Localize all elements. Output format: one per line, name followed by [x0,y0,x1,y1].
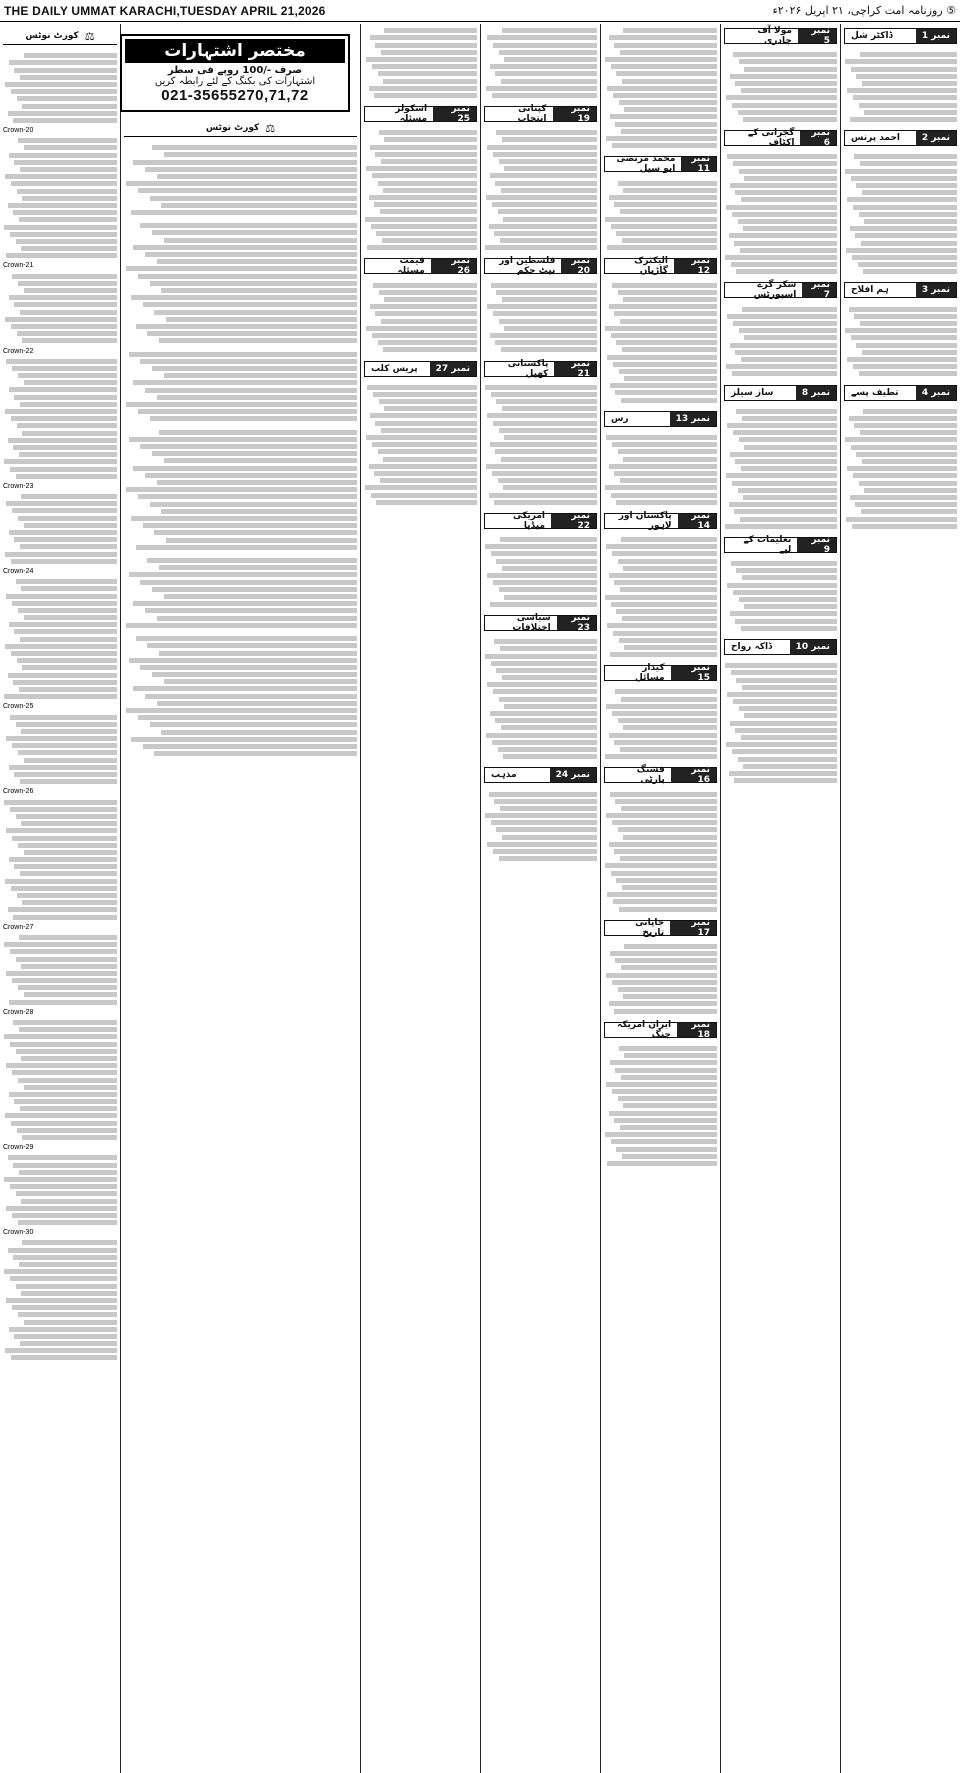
section-heading [484,612,597,633]
section-number: نمبر 12 [674,259,716,273]
article-text [481,533,600,611]
article-text [601,24,720,152]
court-notice-text [0,575,120,703]
section-number: نمبر 20 [561,259,596,273]
section-heading [604,411,717,427]
section-heading [724,128,837,149]
section-title: گجرانی کے اکٹاف [747,128,795,149]
crown-code: Crown-23 [3,482,34,490]
court-notice-heading: ⚖ کورٹ نوٹس [3,28,117,45]
section-title: تطیف پسے [851,387,899,398]
section-heading [604,510,717,531]
section-heading [364,104,477,125]
section-number: نمبر 8 [796,386,836,400]
classified-ads-title: مختصر اشتہارات [125,39,345,63]
section-heading [364,256,477,277]
crown-code: Crown-22 [3,347,34,355]
notice-text [121,347,360,425]
section-heading [484,767,597,783]
classified-ads-phone: 021-35655270,71,72 [161,87,309,104]
article-text [481,787,600,865]
section-heading [724,534,837,555]
section-heading [604,663,717,684]
section-title: فشنگ پارٹی [636,765,665,786]
crown-code: Crown-24 [3,567,34,575]
article-text [481,126,600,254]
crown-code: Crown-29 [3,1144,34,1152]
classified-ads-rate: صرف -/100 روپے فی سطر [167,65,303,76]
article-text [601,431,720,509]
court-notice-text [0,49,120,127]
section-number: نمبر 17 [670,921,716,935]
section-number: نمبر 26 [431,259,476,273]
section-number: نمبر 5 [798,29,836,43]
article-text [601,176,720,254]
notice-text [121,554,360,632]
section-title: شکر گرے اسپورٹس [753,280,797,301]
section-number: نمبر 3 [916,283,956,297]
section-title: مولا آف جادری [757,26,792,46]
article-text [841,150,960,278]
masthead-english-title: THE DAILY UMMAT KARACHI,TUESDAY APRIL 21,2026 [4,4,326,18]
tenders-column-a [360,24,480,1773]
section-title: پریس کلب [371,363,418,374]
article-text [721,659,840,787]
article-text [721,557,840,635]
section-number: نمبر 18 [677,1023,716,1037]
court-notice-text [0,355,120,483]
section-title: پاکستان اور لاہور [618,510,672,531]
section-title: محمد مرتضی ابو سیل [616,154,676,175]
crown-code: Crown-25 [3,703,34,711]
section-heading [484,256,597,277]
crown-code: Crown-30 [3,1229,34,1237]
section-title: ایران امریکہ جنگ [616,1019,672,1040]
section-number: نمبر 24 [550,768,596,782]
section-number: نمبر 2 [916,131,956,145]
section-heading [724,28,837,44]
section-title: احمد پرنس [851,133,901,144]
notice-text [121,632,360,760]
court-notice-text [0,490,120,568]
article-text [601,1042,720,1170]
article-text [721,150,840,278]
section-heading [604,256,717,277]
court-notice-text [0,269,120,347]
section-number: نمبر 27 [430,362,476,376]
tenders-column-d [720,24,840,1773]
article-text [601,533,720,661]
section-number: نمبر 9 [797,538,836,552]
section-heading [724,280,837,301]
article-text [361,126,480,254]
section-number: نمبر 22 [551,514,596,528]
section-heading [724,385,837,401]
section-title: قیمت مسئلہ [397,256,425,277]
classified-ads-booking: اشتہارات کی بکنگ کے لئے رابطہ کریں [154,76,316,87]
section-heading [484,104,597,125]
section-number: نمبر 4 [916,386,956,400]
newspaper-page [0,24,960,1773]
section-title: پاکستانی کھیل [507,358,549,379]
section-title: تعلیمات کے لیے [743,534,792,555]
section-title: الیکٹرک گاڑیاں [634,256,668,277]
article-text [601,940,720,1018]
section-title: اسکولز مسئلہ [395,104,428,125]
section-title: مذہب [491,770,517,781]
article-text [721,405,840,533]
court-notice-text [0,1236,120,1364]
court-notice-text [0,795,120,923]
section-heading [844,130,957,146]
section-heading [484,510,597,531]
section-number: نمبر 7 [802,283,836,297]
classified-ads-box [120,34,350,112]
section-title: جاپانی تاریخ [635,917,665,938]
section-number: نمبر 21 [554,362,596,376]
section-number: نمبر 16 [671,768,716,782]
section-number: نمبر 15 [671,666,716,680]
section-title: ڈاکٹر شل [851,31,893,41]
section-title: کپتانی انتخاب [517,104,547,125]
article-text [601,278,720,406]
crown-code: Crown-20 [3,127,34,135]
crown-code: Crown-26 [3,788,34,796]
article-text [481,24,600,102]
notice-text [121,141,360,219]
section-heading [844,28,957,44]
article-text [481,635,600,763]
tenders-column-e [840,24,960,1773]
notice-text [121,219,360,347]
section-number: نمبر 25 [433,107,476,121]
court-notice-text [0,1016,120,1144]
crown-code: Crown-28 [3,1008,34,1016]
section-number: نمبر 19 [553,107,596,121]
court-notices-column [0,24,120,1773]
court-notice-text [0,1151,120,1229]
section-number: نمبر 13 [670,412,716,426]
section-heading [604,765,717,786]
gavel-icon: ⚖ [84,29,95,43]
section-number: نمبر 14 [678,514,716,528]
article-text [841,405,960,533]
article-text [721,302,840,380]
section-heading [844,385,957,401]
article-text [601,787,720,915]
section-heading [604,917,717,938]
section-title: رس [611,413,629,424]
article-text [841,302,960,380]
crown-code: Crown-21 [3,262,34,270]
notice-text [121,426,360,554]
section-number: نمبر 23 [557,616,596,630]
gavel-icon: ⚖ [265,121,276,135]
masthead [0,0,960,22]
section-number: نمبر 6 [800,131,836,145]
classifieds-column [120,24,360,1773]
section-heading [484,358,597,379]
section-title: ڈاکہ رواح [731,641,773,652]
section-title: فلسطین اور نیٹ حکم [499,256,556,277]
court-notice-text [0,710,120,788]
court-notice-heading: ⚖ کورٹ نوٹس [124,120,357,137]
article-text [481,278,600,356]
article-text [481,381,600,509]
section-heading [724,639,837,655]
article-text [721,48,840,126]
article-text [841,48,960,126]
crown-code: Crown-27 [3,923,34,931]
section-title: ہم افلاح [851,285,889,296]
section-title: سیاسی اختلافات [512,612,551,633]
section-number: نمبر 1 [916,29,956,43]
section-heading [844,282,957,298]
section-heading [364,361,477,377]
article-text [361,24,480,102]
section-heading [604,1019,717,1040]
section-number: نمبر 11 [681,157,716,171]
section-title: امریکی میڈیا [513,510,546,531]
article-text [361,278,480,356]
tenders-column-b [480,24,600,1773]
masthead-urdu-title: ⑤ روزنامہ امت کراچی، ۲۱ اپریل ۲۰۲۶ء [772,4,956,17]
tenders-column-c [600,24,720,1773]
section-title: کیدار مسائل [635,663,665,684]
section-title: ساز سیلز [731,387,774,398]
article-text [361,381,480,509]
section-heading [604,154,717,175]
court-notice-text [0,931,120,1009]
court-notice-text [0,134,120,262]
section-number: نمبر 10 [790,640,836,654]
article-text [601,685,720,763]
